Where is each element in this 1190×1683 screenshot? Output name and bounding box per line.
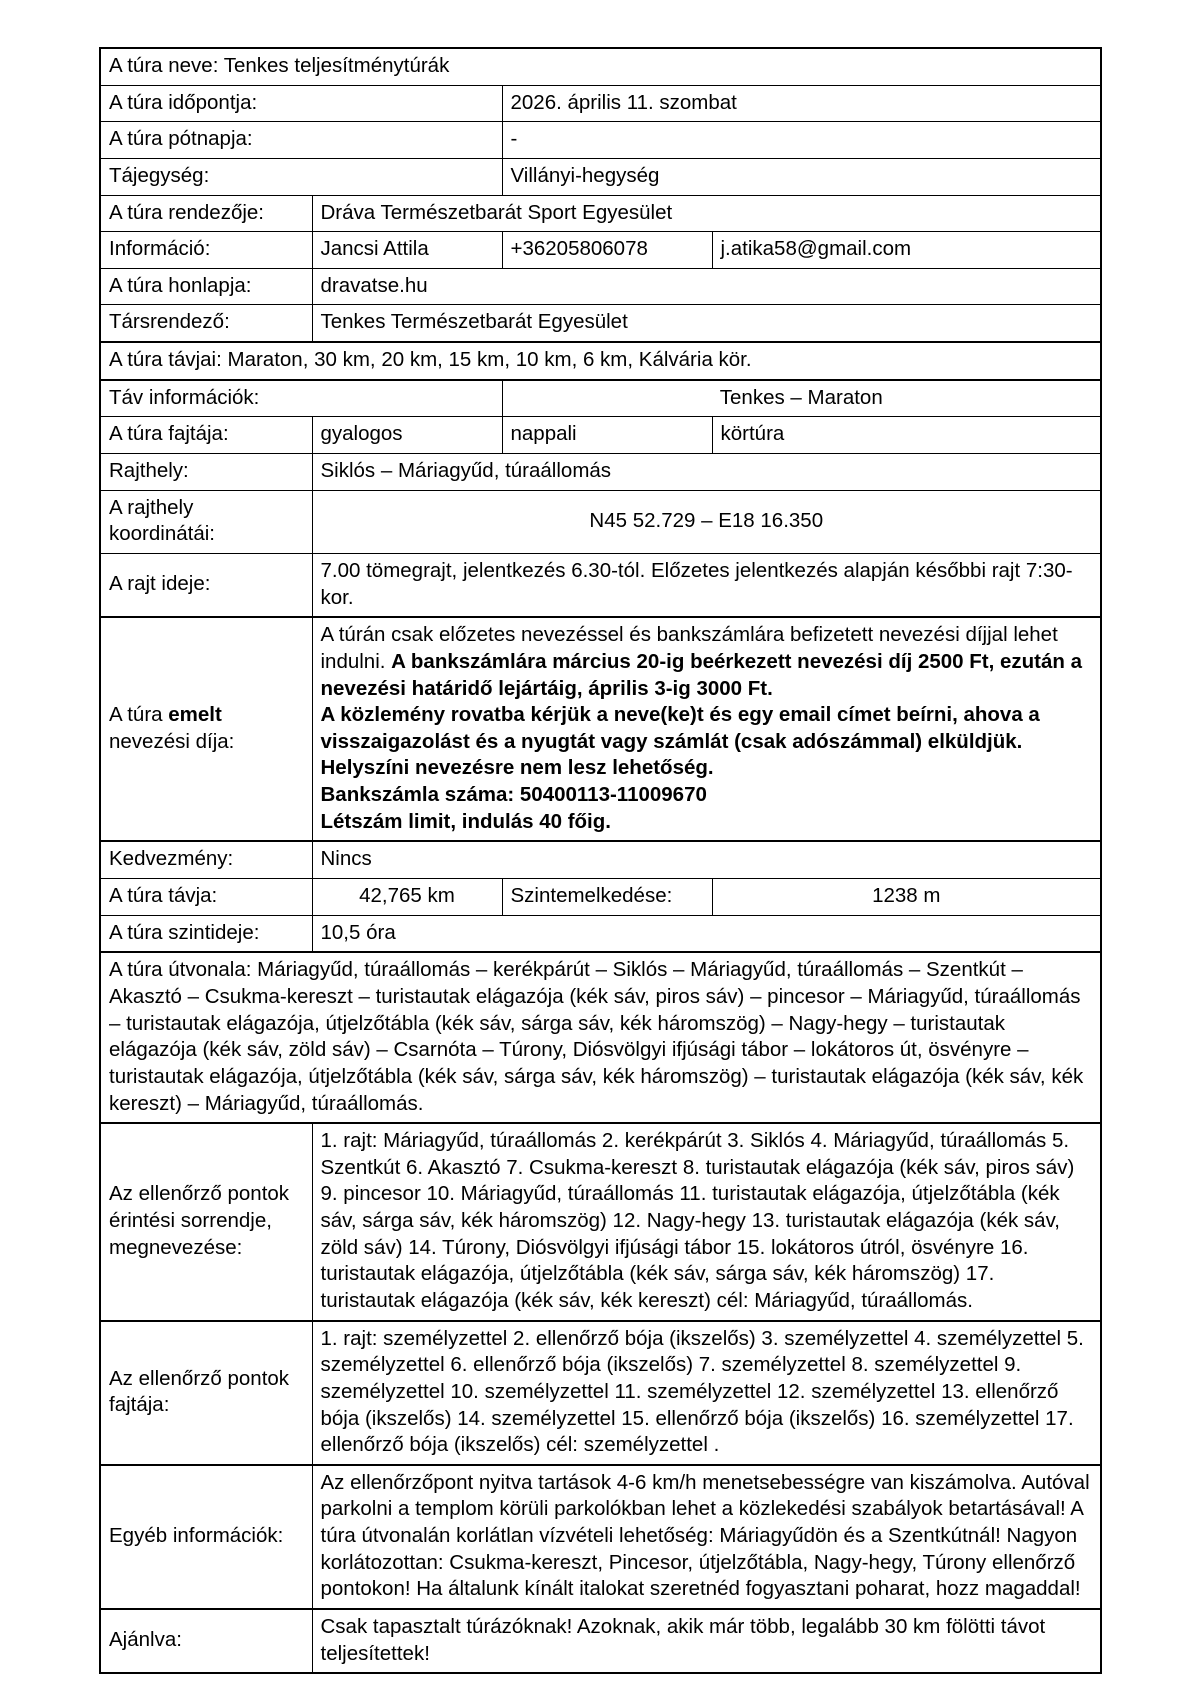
organizer-value: Dráva Természetbarát Sport Egyesület xyxy=(312,195,1101,232)
entry-fee-intro: A túrán csak előzetes nevezéssel és bankszámlára befizetett nevezési díjjal lehet indulni. xyxy=(320,623,1058,673)
start-place-label: Rajthely: xyxy=(100,454,312,491)
table-row-time-limit xyxy=(100,915,1101,952)
time-limit-value: 10,5 óra xyxy=(312,915,1101,952)
entry-fee-participant-limit: Létszám limit, indulás 40 főig. xyxy=(320,809,611,833)
table-row-info xyxy=(100,232,1101,269)
region-label: Tájegység: xyxy=(100,158,502,195)
table-row-distance-ascent xyxy=(100,879,1101,916)
recommended-label: Ajánlva: xyxy=(100,1609,312,1673)
table-row-recommended xyxy=(100,1609,1101,1673)
distance-info-label: Táv információk: xyxy=(100,380,502,417)
start-time-value: 7.00 tömegrajt, jelentkezés 6.30-tól. Előzetes jelentkezés alapján későbbi rajt 7:30-kor. xyxy=(312,553,1101,617)
website-label: A túra honlapja: xyxy=(100,268,312,305)
recommended-value: Csak tapasztalt túrázóknak! Azoknak, akik már több, legalább 30 km fölötti távot teljesítettek! xyxy=(312,1609,1101,1673)
website-value: dravatse.hu xyxy=(312,268,1101,305)
entry-fee-label xyxy=(100,617,312,841)
distance-value: 42,765 km xyxy=(312,879,502,916)
rainday-label: A túra pótnapja: xyxy=(100,122,502,159)
entry-fee-amounts: A bankszámlára március 20-ig beérkezett nevezési díj 2500 Ft, ezután a nevezési határidő lejártáig, április 3-ig 3000 Ft. xyxy=(320,649,1083,700)
tour-type-walking: gyalogos xyxy=(312,417,502,454)
checkpoints-type-value: 1. rajt: személyzettel 2. ellenőrző bója (ikszelős) 3. személyzettel 4. személyzettel 5. személyzettel 6. ellenőrző bója (ikszelős) 7. személyzettel 8. személyzettel 9. személyzettel 10. személyzettel 11. személyzettel 12. személyzettel 13. ellenőrző bója (ikszelős) 14. személyzettel 15. ellenőrző bója (ikszelős) 16. személyzettel 17. ellenőrző bója (ikszelős) cél: személyzettel . xyxy=(312,1321,1101,1465)
entry-fee-no-onsite: Helyszíni nevezésre nem lesz lehetőség. xyxy=(320,756,714,780)
route-description: A túra útvonala: Máriagyűd, túraállomás – kerékpárút – Siklós – Máriagyűd, túraállomás – Szentkút – Akasztó – Csukma-kereszt – turistautak elágazója (kék sáv, piros sáv) – pincesor – Máriagyűd, túraállomás – turistautak elágazója, útjelzőtábla (kék sáv, sárga sáv, kék háromszög) – Nagy-hegy – turistautak elágazója (kék sáv, zöld sáv) – Csarnóta – Túrony, Diósvölgyi ifjúsági tábor – lokátoros út, ösvényre – turistautak elágazója, útjelzőtábla (kék sáv, sárga sáv, kék háromszög) – turistautak elágazója (kék sáv, kék kereszt) – Máriagyűd, túraállomás. xyxy=(100,952,1101,1123)
coordinates-value: N45 52.729 – E18 16.350 xyxy=(312,490,1101,553)
info-contact-name: Jancsi Attila xyxy=(312,232,502,269)
table-row-entry-fee xyxy=(100,617,1101,841)
entry-fee-label-text2: nevezési díja: xyxy=(109,729,235,753)
table-row-coorganizer xyxy=(100,305,1101,342)
region-value: Villányi-hegység xyxy=(502,158,1101,195)
tour-type-label: A túra fajtája: xyxy=(100,417,312,454)
info-phone: +36205806078 xyxy=(502,232,712,269)
checkpoints-type-label: Az ellenőrző pontok fajtája: xyxy=(100,1321,312,1465)
date-label: A túra időpontja: xyxy=(100,85,502,122)
table-row-checkpoints-type xyxy=(100,1321,1101,1465)
table-row-discount xyxy=(100,841,1101,878)
checkpoints-order-value: 1. rajt: Máriagyűd, túraállomás 2. kerékpárút 3. Siklós 4. Máriagyűd, túraállomás 5. Szentkút 6. Akasztó 7. Csukma-kereszt 8. turistautak elágazója (kék sáv, piros sáv) 9. pincesor 10. Máriagyűd, túraállomás 11. turistautak elágazója, útjelzőtábla (kék sáv, sárga sáv, kék háromszög) 12. Nagy-hegy 13. turistautak elágazója (kék sáv, zöld sáv) 14. Túrony, Diósvölgyi ifjúsági tábor 15. lokátoros útról, ösvényre 16. turistautak elágazója, útjelzőtábla (kék sáv, sárga sáv, kék háromszög) 17. turistautak elágazója (kék sáv, kék kereszt) cél: Máriagyűd, túraállomás. xyxy=(312,1123,1101,1320)
coorganizer-value: Tenkes Természetbarát Egyesület xyxy=(312,305,1101,342)
discount-label: Kedvezmény: xyxy=(100,841,312,878)
entry-fee-value xyxy=(312,617,1101,841)
date-value: 2026. április 11. szombat xyxy=(502,85,1101,122)
table-row-organizer xyxy=(100,195,1101,232)
distance-label: A túra távja: xyxy=(100,879,312,916)
entry-fee-label-text1: A túra xyxy=(109,703,169,727)
info-email: j.atika58@gmail.com xyxy=(712,232,1101,269)
tour-name-cell: A túra neve: Tenkes teljesítménytúrák xyxy=(100,48,1101,85)
table-row-distances xyxy=(100,342,1101,380)
table-row-start-place xyxy=(100,454,1101,491)
coorganizer-label: Társrendező: xyxy=(100,305,312,342)
table-row-checkpoints-order xyxy=(100,1123,1101,1320)
coordinates-label: A rajthely koordinátái: xyxy=(100,490,312,553)
tour-info-table xyxy=(99,47,1102,1674)
ascent-value: 1238 m xyxy=(712,879,1101,916)
table-row-route xyxy=(100,952,1101,1123)
entry-fee-paragraph-1 xyxy=(321,622,1093,702)
checkpoints-order-label: Az ellenőrző pontok érintési sorrendje, megnevezése: xyxy=(100,1123,312,1320)
table-row-start-time xyxy=(100,553,1101,617)
rainday-value: - xyxy=(502,122,1101,159)
table-row-rainday xyxy=(100,122,1101,159)
distance-info-value: Tenkes – Maraton xyxy=(502,380,1101,417)
entry-fee-transfer-note: A közlemény rovatba kérjük a neve(ke)t és egy email címet beírni, ahova a visszaigazolást és a nyugtát vagy számlát (csak adószámmal) elküldjük. xyxy=(320,703,1040,753)
table-row-distance-info xyxy=(100,380,1101,417)
table-row-website xyxy=(100,268,1101,305)
tour-type-loop: körtúra xyxy=(712,417,1101,454)
organizer-label: A túra rendezője: xyxy=(100,195,312,232)
discount-value: Nincs xyxy=(312,841,1101,878)
other-info-value: Az ellenőrzőpont nyitva tartások 4-6 km/h menetsebességre van kiszámolva. Autóval parkolni a templom körüli parkolókban lehet a közlekedési szabályok betartásával! A túra útvonalán korlátlan vízvételi lehetőség: Máriagyűdön és a Szentkútnál! Nagyon korlátozottan: Csukma-kereszt, Pincesor, útjelzőtábla, Nagy-hegy, Túrony ellenőrző pontokon! Ha általunk kínált italokat szeretnéd fogyasztani poharat, hozz magaddal! xyxy=(312,1465,1101,1609)
table-row-date xyxy=(100,85,1101,122)
entry-fee-label-emphasis: emelt xyxy=(168,703,222,727)
other-info-label: Egyéb információk: xyxy=(100,1465,312,1609)
time-limit-label: A túra szintideje: xyxy=(100,915,312,952)
table-row-other-info xyxy=(100,1465,1101,1609)
distances-cell: A túra távjai: Maraton, 30 km, 20 km, 15 km, 10 km, 6 km, Kálvária kör. xyxy=(100,342,1101,380)
table-row-coordinates xyxy=(100,490,1101,553)
info-label: Információ: xyxy=(100,232,312,269)
entry-fee-bank-account: Bankszámla száma: 50400113-11009670 xyxy=(320,783,707,807)
ascent-label: Szintemelkedése: xyxy=(502,879,712,916)
table-row-tour-type xyxy=(100,417,1101,454)
start-place-value: Siklós – Máriagyűd, túraállomás xyxy=(312,454,1101,491)
table-row-tour-name xyxy=(100,48,1101,85)
table-row-region xyxy=(100,158,1101,195)
tour-type-daytime: nappali xyxy=(502,417,712,454)
start-time-label: A rajt ideje: xyxy=(100,553,312,617)
